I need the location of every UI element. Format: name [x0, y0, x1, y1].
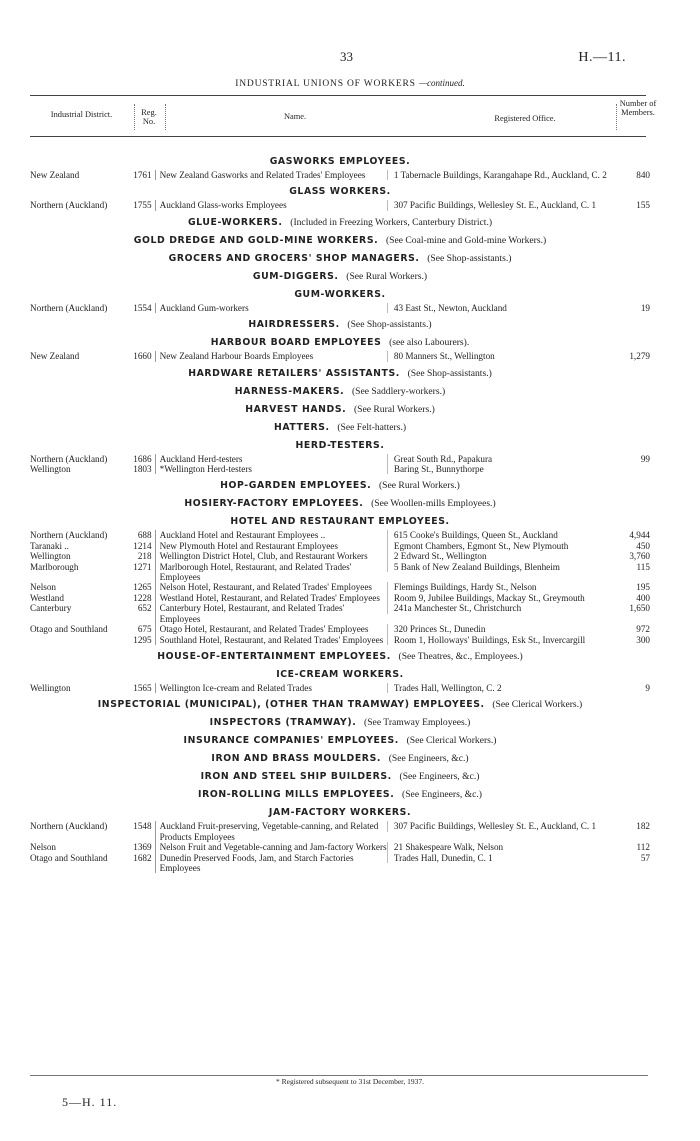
title-continued: —continued.	[418, 78, 465, 88]
section-heading	[30, 651, 650, 663]
union-name-cell: Auckland Glass-works Employees	[159, 200, 287, 211]
district-cell: Wellington	[30, 464, 71, 475]
office-cell: 615 Cooke's Buildings, Queen St., Auckland	[387, 530, 612, 540]
reg-number-cell: 652	[128, 603, 156, 624]
section-heading	[30, 807, 650, 819]
office-cell: 320 Princes St., Dunedin	[387, 624, 612, 634]
district-cell: Northern (Auckland)	[30, 530, 108, 541]
section-reference: (See Clerical Workers.)	[406, 735, 497, 747]
district-cell: Northern (Auckland)	[30, 302, 108, 313]
section-heading	[30, 404, 650, 416]
office-cell: 43 East St., Newton, Auckland	[387, 303, 612, 313]
district-cell: Taranaki ..	[30, 540, 69, 551]
section-reference: (See Theatres, &c., Employees.)	[398, 650, 523, 662]
union-name-cell: Southland Hotel, Restaurant, and Related Trades' Employees	[159, 634, 384, 645]
section-reference: (See Woollen-mills Employees.)	[371, 498, 496, 510]
table-row	[30, 635, 650, 645]
district-cell: Northern (Auckland)	[30, 453, 108, 464]
union-name-cell: Auckland Fruit-preserving, Vegetable-canning, and Related Products Employees	[159, 821, 379, 842]
table-row	[30, 842, 650, 852]
section-title: HATTERS.	[273, 421, 330, 433]
reg-number-cell: 1660	[128, 351, 156, 361]
members-cell: 9	[645, 682, 650, 693]
reg-number-cell: 688	[128, 530, 156, 540]
section-heading	[30, 235, 650, 247]
section-reference: (See Clerical Workers.)	[492, 699, 583, 711]
section-reference: (See Rural Workers.)	[346, 270, 428, 282]
section-heading	[30, 699, 650, 711]
section-reference: (See Felt-hatters.)	[337, 421, 407, 433]
members-cell: 840	[636, 170, 650, 180]
members-cell: 450	[636, 540, 650, 551]
table-row	[30, 170, 650, 180]
section-title: GOLD DREDGE AND GOLD-MINE WORKERS.	[133, 234, 379, 246]
section-title: JAM-FACTORY WORKERS.	[268, 807, 412, 819]
office-cell: 307 Pacific Buildings, Wellesley St. E., Auckland, C. 1	[387, 821, 612, 831]
page-reference: H.—11.	[578, 50, 626, 65]
table-row	[30, 530, 650, 540]
members-cell: 1,279	[629, 351, 650, 362]
section-heading	[30, 217, 650, 229]
district-cell: New Zealand	[30, 351, 80, 362]
section-title: INSPECTORS (TRAMWAY).	[209, 717, 357, 729]
table-row	[30, 562, 650, 583]
section-title: HARBOUR BOARD EMPLOYEES	[210, 337, 382, 349]
office-cell: 21 Shakespeare Walk, Nelson	[387, 842, 612, 852]
section-title: GLASS WORKERS.	[289, 186, 391, 198]
members-cell: 3,760	[629, 551, 650, 562]
reg-number-cell: 1271	[128, 562, 156, 583]
members-cell: 972	[636, 624, 650, 635]
office-cell: Great South Rd., Papakura	[387, 454, 612, 464]
section-title: ICE-CREAM WORKERS.	[276, 668, 404, 680]
section-reference: (See Rural Workers.)	[378, 480, 460, 492]
district-cell: Northern (Auckland)	[30, 821, 108, 832]
section-heading	[30, 186, 650, 198]
union-name-cell: Nelson Hotel, Restaurant, and Related Trades' Employees	[159, 582, 373, 593]
table-row	[30, 303, 650, 313]
section-heading	[30, 498, 650, 510]
union-name-cell: Wellington Ice-cream and Related Trades	[159, 682, 312, 693]
section-heading	[30, 717, 650, 729]
office-cell: Room 9, Jubilee Buildings, Mackay St., Greymouth	[387, 593, 612, 603]
table-row	[30, 593, 650, 603]
district-cell: Wellington	[30, 682, 71, 693]
reg-number-cell: 1682	[128, 853, 156, 874]
section-title: HERD-TESTERS.	[295, 439, 385, 451]
section-title: IRON-ROLLING MILLS EMPLOYEES.	[198, 789, 395, 801]
members-cell: 4,944	[629, 530, 650, 541]
section-reference: (See Rural Workers.)	[353, 403, 435, 415]
members-cell: 57	[640, 852, 650, 863]
table-row	[30, 541, 650, 551]
section-reference: (See Engineers, &c.)	[399, 771, 480, 783]
header-office: Registered Office.	[494, 114, 556, 123]
office-cell: 241a Manchester St., Christchurch	[387, 603, 612, 613]
section-title: GROCERS AND GROCERS' SHOP MANAGERS.	[168, 252, 420, 264]
header-reg: Reg. No.	[141, 108, 157, 127]
page-title	[0, 79, 700, 89]
section-title: INSPECTORIAL (MUNICIPAL), (OTHER THAN TRAMWAY) EMPLOYEES.	[97, 699, 485, 711]
union-name-cell: New Zealand Harbour Boards Employees	[159, 351, 314, 362]
union-name-cell: Otago Hotel, Restaurant, and Related Trades' Employees	[159, 624, 369, 635]
header-divider	[134, 104, 135, 130]
section-heading	[30, 440, 650, 452]
members-cell: 19	[640, 302, 650, 313]
reg-number-cell: 1265	[128, 582, 156, 592]
section-title: GUM-DIGGERS.	[252, 270, 339, 282]
section-reference: (See Shop-assistants.)	[347, 319, 432, 331]
section-reference: (See Shop-assistants.)	[407, 367, 492, 379]
title-text: INDUSTRIAL UNIONS OF WORKERS	[235, 79, 416, 89]
section-reference: (Included in Freezing Workers, Canterbury District.)	[290, 216, 493, 228]
section-title: INSURANCE COMPANIES' EMPLOYEES.	[183, 735, 399, 747]
table-row	[30, 853, 650, 874]
section-heading	[30, 480, 650, 492]
table-row	[30, 200, 650, 210]
section-title: HARDWARE RETAILERS' ASSISTANTS.	[188, 367, 400, 379]
union-name-cell: New Plymouth Hotel and Restaurant Employees	[159, 540, 338, 551]
union-name-cell: Auckland Gum-workers	[159, 302, 249, 313]
office-cell: 307 Pacific Buildings, Wellesley St. E., Auckland, C. 1	[387, 200, 612, 210]
members-cell: 195	[636, 582, 650, 593]
office-cell: Egmont Chambers, Egmont St., New Plymouth	[387, 541, 612, 551]
section-title: HOTEL AND RESTAURANT EMPLOYEES.	[230, 516, 450, 528]
section-title: HOUSE-OF-ENTERTAINMENT EMPLOYEES.	[157, 650, 391, 662]
section-heading	[30, 337, 650, 349]
union-name-cell: Westland Hotel, Restaurant, and Related Trades' Employees	[159, 592, 380, 603]
office-cell: 5 Bank of New Zealand Buildings, Blenheim	[387, 562, 612, 572]
section-title: HAIRDRESSERS.	[248, 319, 340, 331]
office-cell: Room 1, Holloways' Buildings, Esk St., Invercargill	[387, 635, 612, 645]
union-name-cell: Marlborough Hotel, Restaurant, and Related Trades' Employees	[159, 561, 352, 583]
page-signature: 5—H. 11.	[62, 1095, 118, 1109]
section-heading	[30, 669, 650, 681]
district-cell: Marlborough	[30, 561, 79, 572]
table-row	[30, 821, 650, 842]
section-reference: (See Engineers, &c.)	[402, 789, 482, 801]
reg-number-cell: 218	[128, 551, 156, 561]
members-cell: 300	[636, 634, 650, 645]
reg-number-cell: 1554	[128, 303, 156, 313]
union-name-cell: Auckland Hotel and Restaurant Employees ..	[159, 530, 326, 541]
table-row	[30, 454, 650, 464]
table-header	[30, 95, 657, 137]
reg-number-cell: 1755	[128, 200, 156, 210]
office-cell: 80 Manners St., Wellington	[387, 351, 612, 361]
union-name-cell: Wellington District Hotel, Club, and Restaurant Workers	[159, 551, 368, 562]
office-cell: Trades Hall, Dunedin, C. 1	[387, 853, 612, 863]
table-row	[30, 464, 650, 474]
office-cell: Flemings Buildings, Hardy St., Nelson	[387, 582, 612, 592]
reg-number-cell: 1686	[128, 454, 156, 464]
district-cell: New Zealand	[30, 170, 80, 180]
section-title: IRON AND STEEL SHIP BUILDERS.	[200, 771, 392, 783]
section-heading	[30, 735, 650, 747]
section-reference: (See Tramway Employees.)	[364, 717, 471, 729]
district-cell: Canterbury	[30, 603, 72, 614]
members-cell: 99	[640, 453, 650, 464]
section-heading	[30, 771, 650, 783]
section-heading	[30, 156, 650, 168]
footnote: * Registered subsequent to 31st December, 1937.	[275, 1077, 424, 1086]
table-body	[30, 150, 650, 873]
footer-rule	[30, 1075, 648, 1076]
reg-number-cell: 1803	[128, 464, 156, 474]
section-title: GASWORKS EMPLOYEES.	[269, 156, 411, 167]
reg-number-cell: 1369	[128, 842, 156, 852]
header-divider	[165, 104, 166, 130]
header-members: Number of Members.	[619, 99, 657, 117]
table-row	[30, 351, 650, 361]
office-cell: 2 Edward St., Wellington	[387, 551, 612, 561]
district-cell: Wellington	[30, 551, 71, 562]
district-cell: Westland	[30, 592, 64, 603]
members-cell: 115	[636, 561, 650, 572]
section-title: HOSIERY-FACTORY EMPLOYEES.	[184, 498, 364, 510]
district-cell: Otago and Southland	[30, 624, 108, 635]
section-heading	[30, 271, 650, 283]
section-reference: (See Coal-mine and Gold-mine Workers.)	[385, 234, 547, 246]
union-name-cell: Auckland Herd-testers	[159, 453, 243, 464]
district-cell: Northern (Auckland)	[30, 200, 108, 211]
reg-number-cell: 1761	[128, 170, 156, 180]
members-cell: 112	[636, 842, 650, 853]
section-title: GUM-WORKERS.	[294, 288, 386, 300]
district-cell: Otago and Southland	[30, 852, 108, 863]
district-cell: Nelson	[30, 582, 57, 593]
section-reference: (See Saddlery-workers.)	[351, 385, 446, 397]
header-district: Industrial District.	[50, 110, 113, 119]
union-name-cell: Canterbury Hotel, Restaurant, and Related Trades' Employees	[159, 603, 345, 624]
reg-number-cell: 1548	[128, 821, 156, 842]
header-name: Name.	[283, 112, 307, 121]
union-name-cell: Nelson Fruit and Vegetable-canning and Jam-factory Workers	[159, 842, 387, 853]
section-title: HARNESS-MAKERS.	[234, 385, 345, 397]
members-cell: 1,650	[629, 603, 650, 614]
section-heading	[30, 753, 650, 765]
header-divider	[616, 104, 617, 130]
section-title: HARVEST HANDS.	[245, 403, 347, 415]
reg-number-cell: 1228	[128, 593, 156, 603]
table-row	[30, 624, 650, 634]
section-reference: (See Shop-assistants.)	[427, 252, 512, 264]
page-number: 33	[340, 49, 353, 64]
table-row	[30, 582, 650, 592]
table-row	[30, 551, 650, 561]
section-heading	[30, 422, 650, 434]
table-row	[30, 683, 650, 693]
union-name-cell: Dunedin Preserved Foods, Jam, and Starch Factories Employees	[159, 852, 354, 873]
members-cell: 155	[636, 200, 650, 211]
reg-number-cell: 1565	[128, 683, 156, 693]
section-heading	[30, 289, 650, 301]
district-cell: Nelson	[30, 842, 57, 853]
office-cell: 1 Tabernacle Buildings, Karangahape Rd., Auckland, C. 2	[387, 170, 612, 180]
union-name-cell: New Zealand Gasworks and Related Trades' Employees	[159, 170, 366, 180]
section-heading	[30, 516, 650, 528]
reg-number-cell: 1214	[128, 541, 156, 551]
office-cell: Trades Hall, Wellington, C. 2	[387, 683, 612, 693]
section-reference: (see also Labourers).	[389, 337, 470, 349]
page-header	[0, 50, 700, 64]
section-reference: (See Engineers, &c.)	[388, 753, 469, 765]
section-heading	[30, 386, 650, 398]
section-title: IRON AND BRASS MOULDERS.	[211, 753, 381, 765]
reg-number-cell: 1295	[128, 635, 156, 645]
section-heading	[30, 368, 650, 380]
members-cell: 400	[636, 592, 650, 603]
section-heading	[30, 319, 650, 331]
office-cell: Baring St., Bunnythorpe	[387, 464, 612, 474]
reg-number-cell: 675	[128, 624, 156, 634]
section-title: GLUE-WORKERS.	[187, 216, 283, 228]
section-title: HOP-GARDEN EMPLOYEES.	[220, 480, 372, 492]
table-row	[30, 603, 650, 624]
union-name-cell: *Wellington Herd-testers	[159, 464, 252, 475]
members-cell: 182	[636, 821, 650, 832]
section-heading	[30, 253, 650, 265]
section-heading	[30, 789, 650, 801]
